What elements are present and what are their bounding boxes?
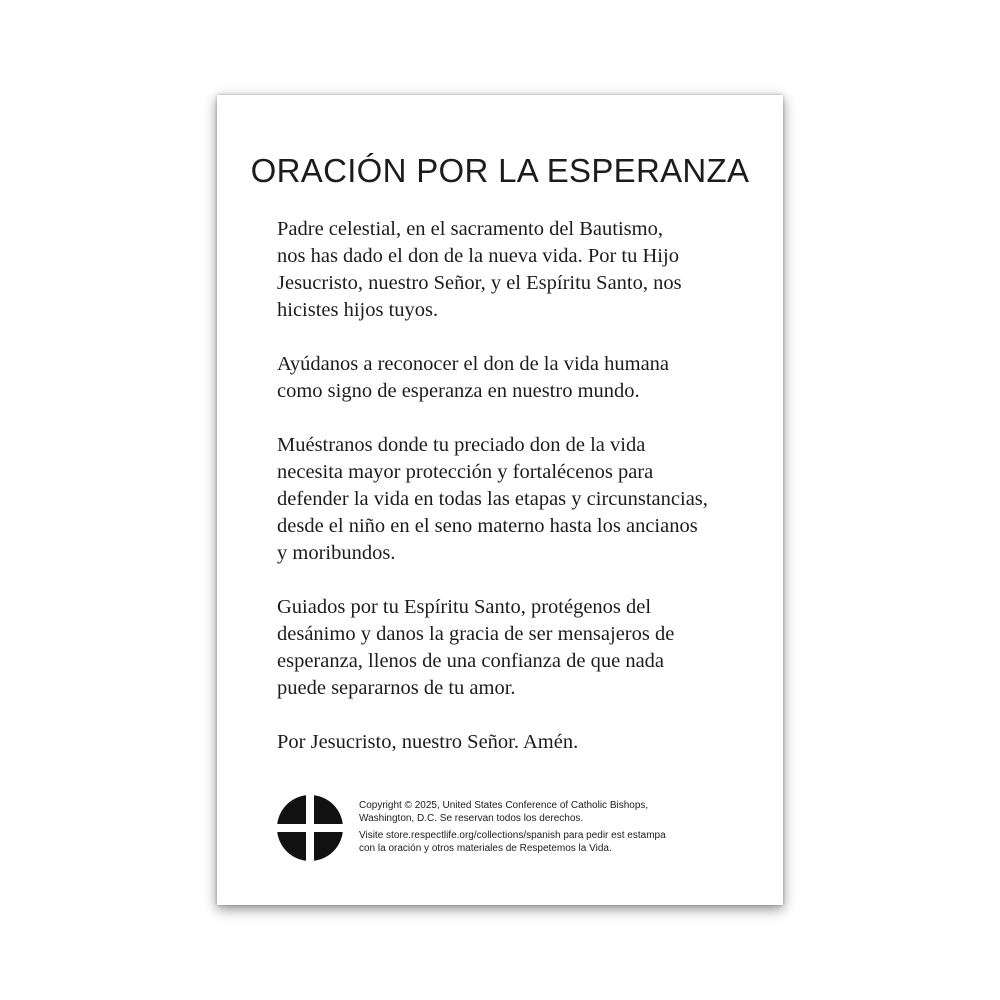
prayer-line: Padre celestial, en el sacramento del Bautismo, bbox=[277, 218, 663, 240]
prayer-line: Guiados por tu Espíritu Santo, protégenos del bbox=[277, 596, 652, 618]
logo-cross-horizontal bbox=[277, 824, 343, 832]
prayer-paragraph-2 bbox=[277, 351, 737, 405]
prayer-body bbox=[277, 216, 737, 783]
prayer-line: Muéstranos donde tu preciado don de la vida bbox=[277, 434, 646, 456]
usccb-cross-circle-icon bbox=[277, 795, 343, 861]
prayer-line: necesita mayor protección y fortalécenos para bbox=[277, 461, 654, 483]
prayer-line: nos has dado el don de la nueva vida. Por tu Hijo bbox=[277, 245, 679, 267]
prayer-line: puede separarnos de tu amor. bbox=[277, 677, 516, 699]
prayer-line: desánimo y danos la gracia de ser mensajeros de bbox=[277, 623, 675, 645]
prayer-line: Jesucristo, nuestro Señor, y el Espíritu Santo, nos bbox=[277, 272, 682, 294]
prayer-line: y moribundos. bbox=[277, 542, 396, 564]
prayer-line: desde el niño en el seno materno hasta los ancianos bbox=[277, 515, 698, 537]
copyright-notice bbox=[359, 799, 729, 825]
prayer-line: hicistes hijos tuyos. bbox=[277, 299, 439, 321]
prayer-line: defender la vida en todas las etapas y circunstancias, bbox=[277, 488, 708, 510]
prayer-paragraph-3 bbox=[277, 432, 737, 567]
copyright-line: Copyright © 2025, United States Conference of Catholic Bishops, bbox=[359, 800, 649, 811]
prayer-paragraph-1 bbox=[277, 216, 737, 324]
visit-notice bbox=[359, 829, 729, 855]
card-footer bbox=[359, 799, 729, 859]
card-title: ORACIÓN POR LA ESPERANZA bbox=[250, 152, 750, 189]
prayer-line: Ayúdanos a reconocer el don de la vida humana bbox=[277, 353, 670, 375]
prayer-line: como signo de esperanza en nuestro mundo. bbox=[277, 380, 640, 402]
copyright-line: Washington, D.C. Se reservan todos los derechos. bbox=[359, 813, 584, 824]
visit-line: Visite store.respectlife.org/collections/spanish para pedir est estampa bbox=[359, 830, 666, 841]
prayer-line: Por Jesucristo, nuestro Señor. Amén. bbox=[277, 731, 579, 753]
prayer-line: esperanza, llenos de una confianza de que nada bbox=[277, 650, 665, 672]
prayer-paragraph-5 bbox=[277, 729, 737, 756]
prayer-paragraph-4 bbox=[277, 594, 737, 702]
visit-line: con la oración y otros materiales de Respetemos la Vida. bbox=[359, 843, 612, 854]
